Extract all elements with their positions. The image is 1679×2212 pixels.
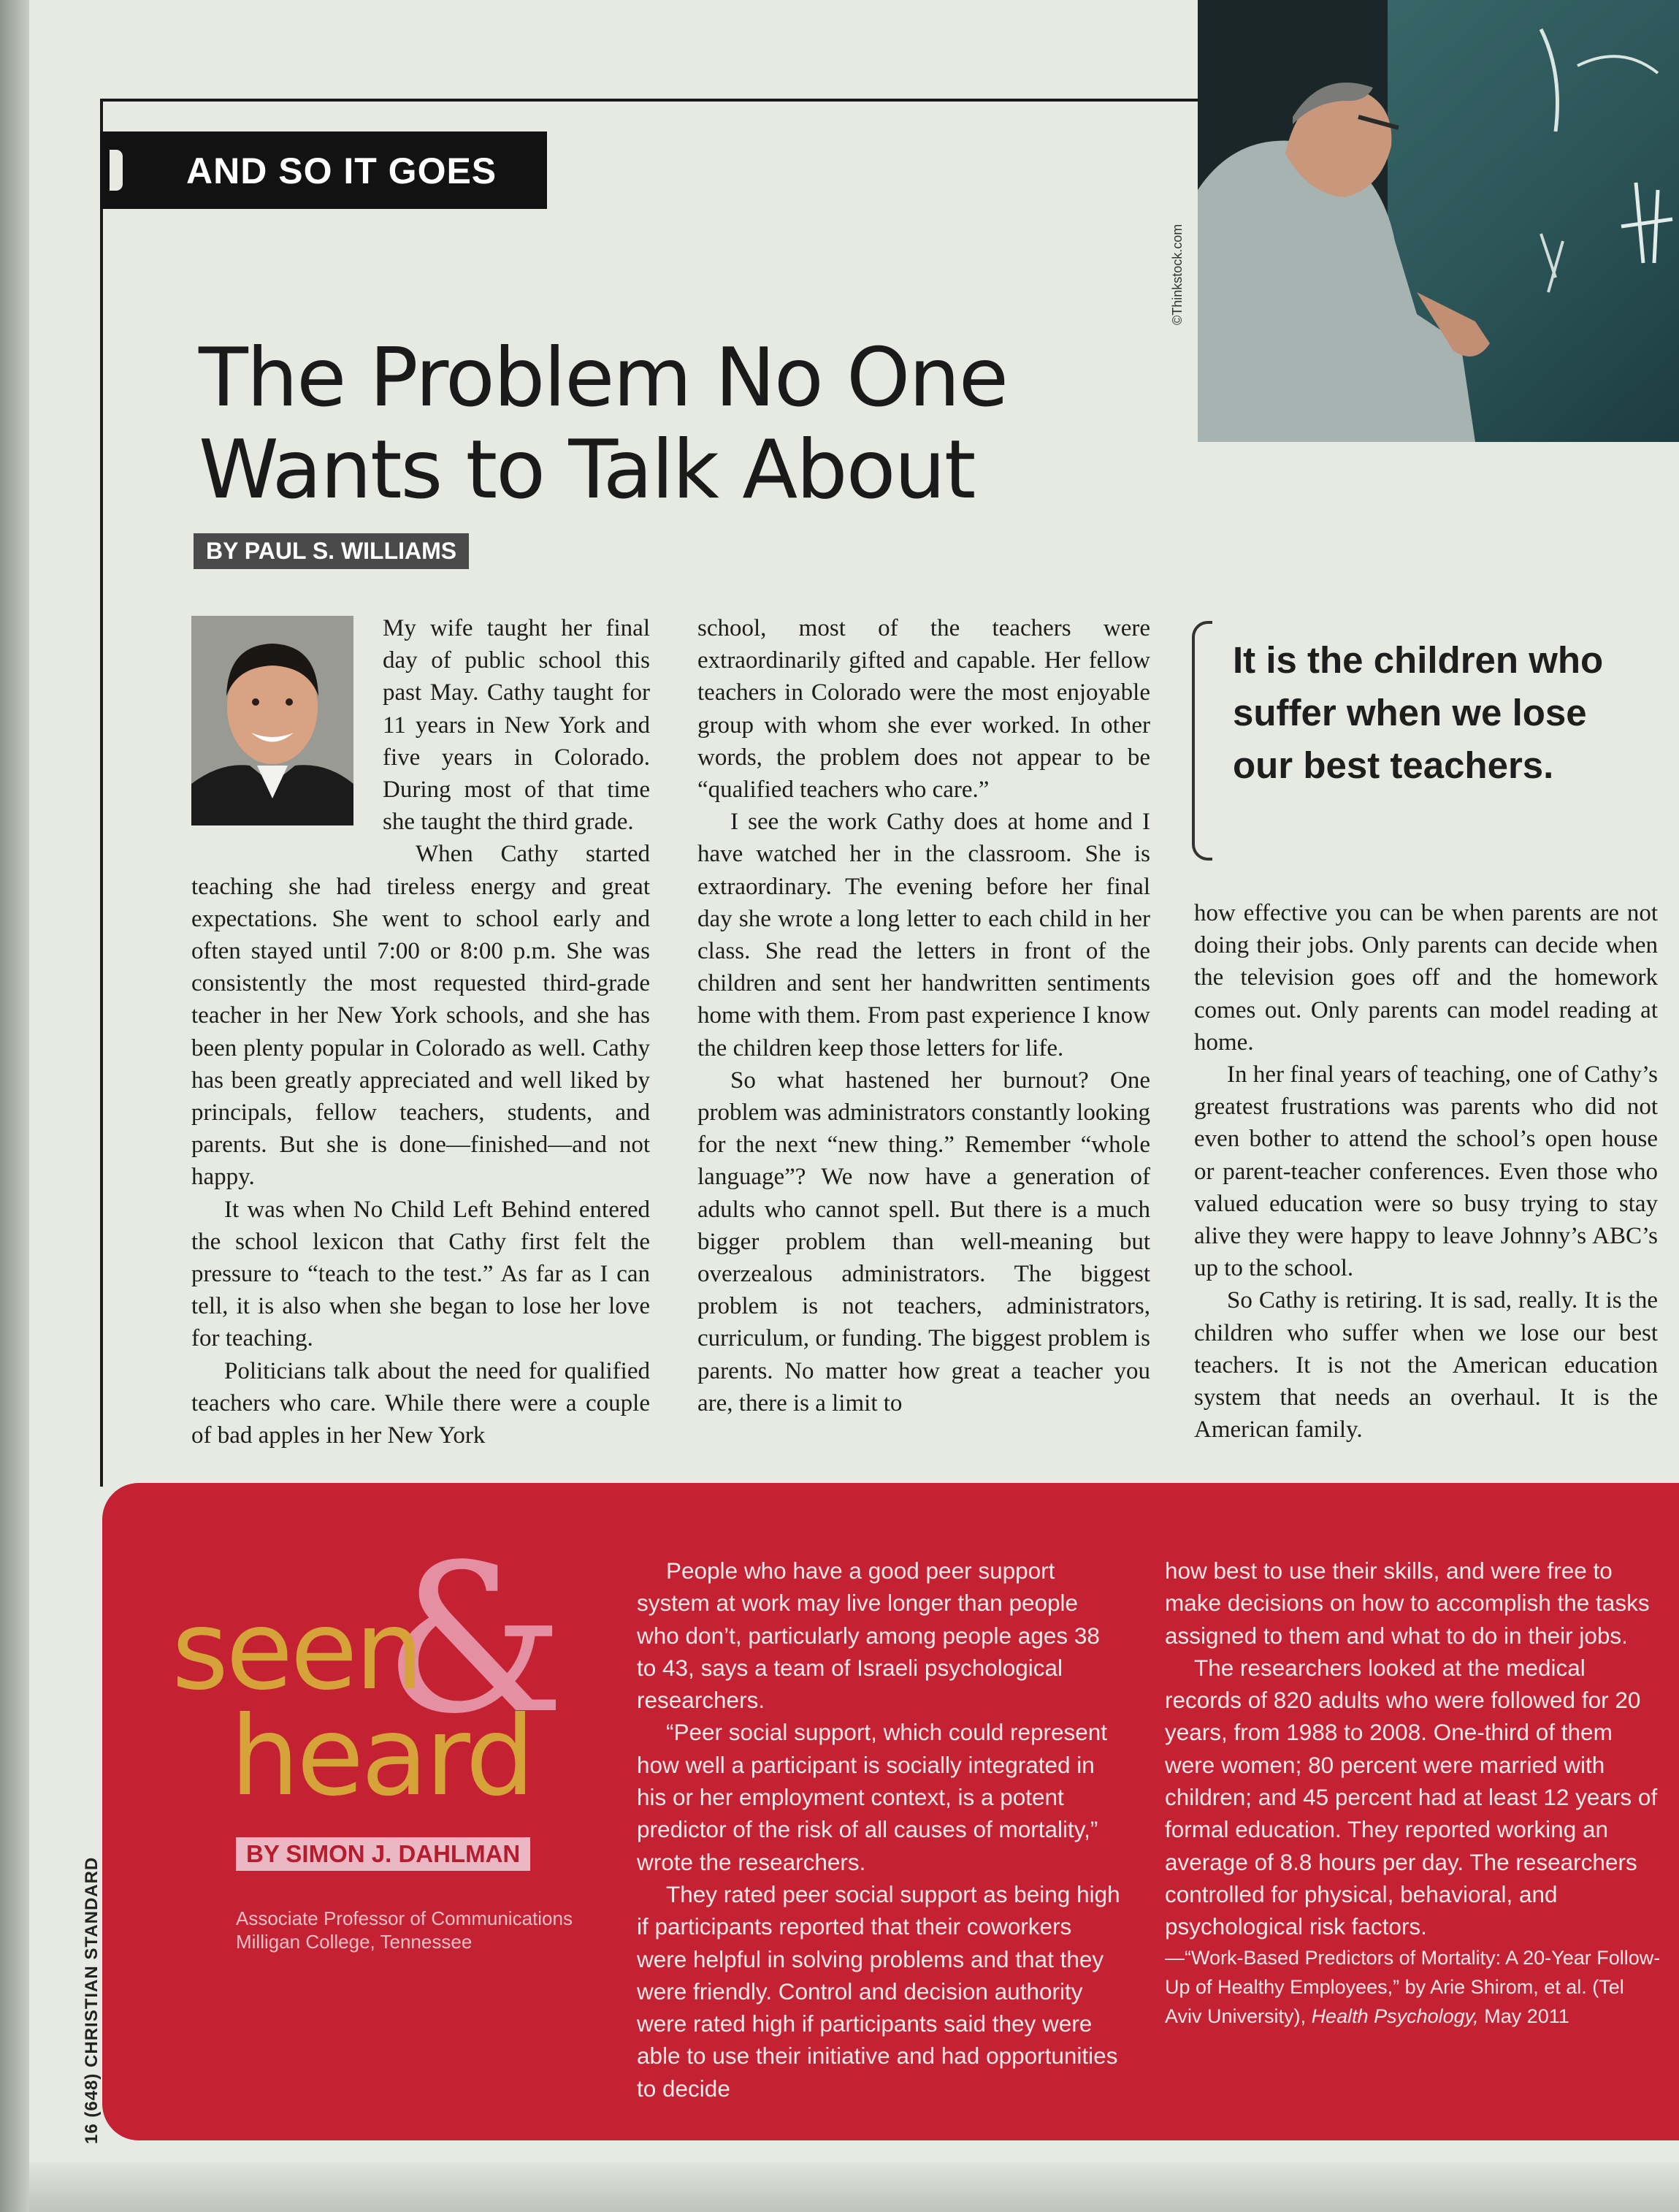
citation-date: May 2011: [1484, 2005, 1569, 2027]
page-bottom-edge: [29, 2162, 1679, 2212]
article-paragraph-3: It was when No Child Left Behind entered the school lexicon that Cathy first felt the pressure to “teach to the test.” As far as I can tell, it is also when she began to lose her love for teaching.: [191, 1196, 650, 1352]
article-paragraph-8: So Cathy is retiring. It is sad, really. It is the children who suffer when we lose our best teachers. It is not the American education system that needs an overhaul. It is the American family.: [1194, 1287, 1658, 1443]
seen-heard-ampersand: &: [383, 1521, 566, 1759]
pull-quote-bracket: [1192, 621, 1212, 861]
headline-line-1: The Problem No One: [199, 331, 1008, 425]
seen-heard-paragraph-4: The researchers looked at the medical records of 820 adults who were followed for 20 years, from 1988 to 2008. One-third of them were women; 80 percent were married with children; and 45 percent had at least 12 years of formal education. They reported working an average of 8.8 hours per day. The researchers controlled for physical, behavioral, and psychological risk factors.: [1165, 1654, 1658, 1940]
citation-journal: Health Psychology,: [1311, 2005, 1479, 2027]
author-title-line-1: Associate Professor of Communications: [236, 1907, 573, 1929]
article-headline: [199, 332, 1007, 516]
magazine-spine: [0, 0, 29, 2212]
page-folio: 16 (648) CHRISTIAN STANDARD: [82, 1856, 102, 2144]
seen-heard-author-title: [236, 1907, 573, 1953]
seen-heard-word-heard: heard: [230, 1693, 532, 1820]
seen-heard-paragraph-3: They rated peer social support as being high if participants reported that their coworkers were helpful in solving problems and that they were friendly. Control and decision authority were rated high if participants said they were able to use their initiative and had opportunities to decide: [637, 1880, 1120, 2102]
pull-quote: It is the children who suffer when we lose our best teachers.: [1233, 639, 1604, 786]
article-paragraph-6: So what hastened her burnout? One problem was administrators constantly looking for the next “new thing.” Remember “whole language”? We now have a generation of adults who cannot spell. But there is a much bigger problem than well-meaning but overzealous administrators. The biggest problem is not teachers, administrators, curriculum, or funding. The biggest problem is parents. No matter how great a teacher you are, there is a limit to: [697, 1067, 1150, 1416]
article-paragraph-6-continued: how effective you can be when parents are not doing their jobs. Only parents can decide when the television goes off and the homework comes out. Only parents can model reading at home.: [1194, 900, 1658, 1056]
article-paragraph-7: In her final years of teaching, one of Cathy’s greatest frustrations was parents who did not even bother to attend the school’s open house or parent-teacher conferences. Even those who valued education were so busy trying to stay alive they were happy to leave Johnny’s ABC’s up to the school.: [1194, 1061, 1658, 1282]
section-label: AND SO IT GOES: [186, 150, 497, 191]
section-header-tab: [110, 150, 123, 191]
article-column-3: [1194, 897, 1658, 1446]
author-title-line-2: Milligan College, Tennessee: [236, 1931, 473, 1953]
portrait-wrap-space: [191, 612, 383, 839]
teacher-chalkboard-photo: [1198, 0, 1679, 442]
seen-heard-byline: BY SIMON J. DAHLMAN: [236, 1837, 530, 1871]
frame-rule-top: [100, 99, 1210, 102]
seen-heard-citation: [1165, 1943, 1661, 2031]
headline-line-2: Wants to Talk About: [199, 423, 975, 517]
seen-heard-paragraph-2: “Peer social support, which could represent how well a participant is socially integrated in his or her employment context, is a potent predictor of the risk of all causes of mortality,” wrote the researchers.: [637, 1719, 1108, 1875]
citation-text: —“Work-Based Predictors of Mortality: A 20-Year Follow-Up of Healthy Employees,” by Arie Shirom, et al. (Tel Aviv University),: [1165, 1946, 1661, 2027]
seen-heard-paragraph-1: People who have a good peer support system at work may live longer than people who don’t, particularly among people ages 38 to 43, says a team of Israeli psychological researchers.: [637, 1557, 1100, 1714]
seen-heard-column-1: [637, 1555, 1122, 2105]
seen-heard-logo: [172, 1521, 566, 1837]
photo-credit: ©Thinkstock.com: [1170, 224, 1185, 325]
article-paragraph-4: Politicians talk about the need for qualified teachers who care. While there were a couple of bad apples in her New York: [191, 1357, 650, 1449]
article-byline: BY PAUL S. WILLIAMS: [194, 533, 469, 569]
article-column-1: [191, 612, 650, 1452]
seen-heard-paragraph-3-continued: how best to use their skills, and were free to make decisions on how to accomplish the tasks assigned to them and what to do in their jobs.: [1165, 1557, 1650, 1649]
article-column-2: [697, 612, 1150, 1419]
article-paragraph-4-continued: school, most of the teachers were extraordinarily gifted and capable. Her fellow teachers in Colorado were the most enjoyable group with whom she ever worked. In other words, the problem does not appear to be “qualified teachers who care.”: [697, 615, 1150, 804]
seen-heard-word-seen: seen: [172, 1587, 421, 1715]
frame-rule-left: [100, 99, 103, 1487]
article-paragraph-5: I see the work Cathy does at home and I have watched her in the classroom. She is extraordinary. The evening before her final day she wrote a long letter to each child in her class. She read the letters in front of the children and sent her handwritten sentiments home with them. From past experience I know the children keep those letters for life.: [697, 809, 1150, 1061]
article-paragraph-1: My wife taught her final day of public school this past May. Cathy taught for 11 years in New York and five years in Colorado. During most of that time she taught the third grade.: [383, 615, 650, 836]
article-paragraph-2: When Cathy started teaching she had tireless energy and great expectations. She went to school early and often stayed until 7:00 or 8:00 p.m. She was consistently the most requested third-grade teacher in her New York schools, and she has been plenty popular in Colorado as well. Cathy has been greatly appreciated and well liked by principals, fellow teachers, students, and parents. But she is done—finished—and not happy.: [191, 841, 650, 1191]
seen-heard-column-2: [1165, 1555, 1661, 2031]
